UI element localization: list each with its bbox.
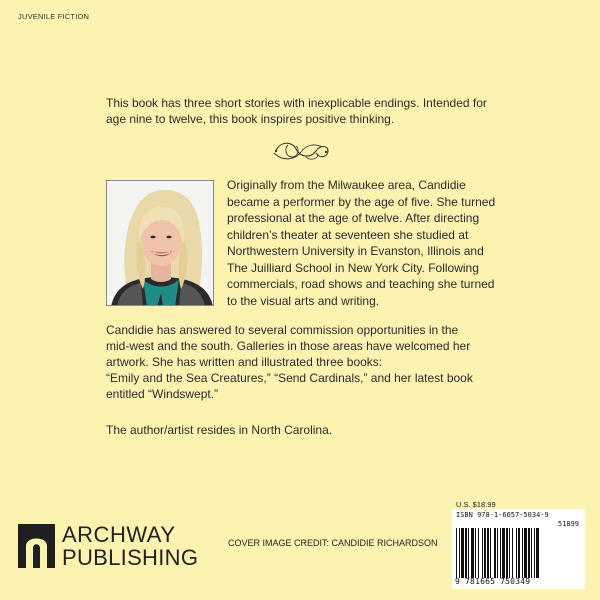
intro-text: This book has three short stories with inexplicable endings. Intended for age nine to twelve, this book inspires positive thinking.: [106, 96, 487, 126]
barcode-digits: 9 781665 750349: [455, 577, 531, 586]
author-paragraph-line: Candidie has answered to several commission opportunities in the: [106, 323, 459, 337]
barcode-bars: [456, 528, 581, 578]
publisher-name-line2: PUBLISHING: [62, 545, 199, 570]
price-code: 51899: [557, 520, 579, 528]
author-paragraph-line: “Emily and the Sea Creatures,” “Send Cardinals,” and her latest book: [106, 371, 473, 385]
archway-logo-icon: [18, 524, 55, 568]
publisher-logo: [18, 524, 198, 572]
isbn-barcode: [452, 509, 585, 589]
author-bio: Originally from the Milwaukee area, Candidie became a performer by the age of five. She turned professional at the age of twelve. After directing children’s theater at seventeen she studied at Northwestern University in Evanston, Illinois and The Juilliard School in New York City. Following commercials, road shows and teaching she turned to the visual arts and writing.: [227, 178, 496, 308]
author-residence: The author/artist resides in North Carolina.: [106, 423, 333, 437]
price-label: U.S. $18.99: [456, 500, 496, 509]
publisher-name-line1: ARCHWAY: [62, 522, 176, 547]
author-paragraph: [106, 322, 506, 402]
flourish-ornament: [270, 137, 332, 165]
category-label: JUVENILE FICTION: [18, 12, 90, 21]
author-paragraph-line: mid-west and the south. Galleries in those areas have welcomed her: [106, 339, 471, 353]
author-paragraph-line: entitled “Windswept.”: [106, 387, 219, 401]
author-photo: [106, 180, 214, 306]
cover-image-credit: COVER IMAGE CREDIT: CANDIDIE RICHARDSON: [228, 538, 438, 548]
author-paragraph-line: artwork. She has written and illustrated three books:: [106, 355, 383, 369]
isbn-number: ISBN 978-1-6657-5034-9: [456, 511, 549, 519]
